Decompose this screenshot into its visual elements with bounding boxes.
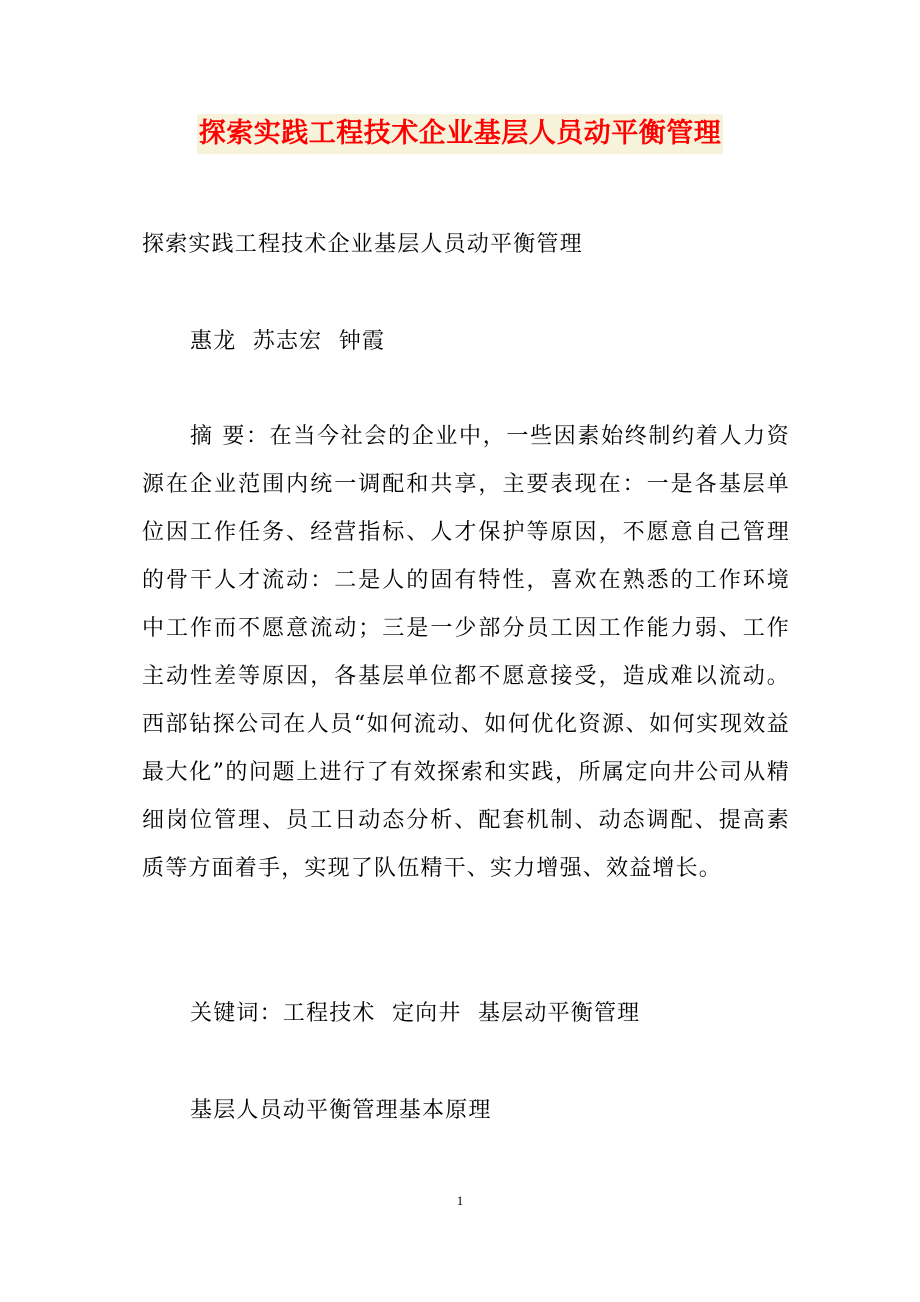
- section-heading: 基层人员动平衡管理基本原理: [190, 1098, 492, 1123]
- authors-line: 惠龙 苏志宏 钟霞: [190, 329, 386, 354]
- keywords-line: 关键词：工程技术 定向井 基层动平衡管理: [190, 1001, 641, 1026]
- page-number: 1: [456, 1193, 464, 1208]
- title-container: [0, 114, 920, 154]
- article-title: 探索实践工程技术企业基层人员动平衡管理: [142, 232, 583, 257]
- document-title: 探索实践工程技术企业基层人员动平衡管理: [197, 114, 724, 154]
- abstract-paragraph: 摘 要：在当今社会的企业中，一些因素始终制约着人力资源在企业范围内统一调配和共享，主要表现在：一是各基层单位因工作任务、经营指标、人才保护等原因，不愿意自己管理的骨干人才流动：二是人的固有特性，喜欢在熟悉的工作环境中工作而不愿意流动；三是一少部分员工因工作能力弱、工作主动性差等原因，各基层单位都不愿意接受，造成难以流动。西部钻探公司在人员“如何流动、如何优化资源、如何实现效益最大化”的问题上进行了有效探索和实践，所属定向井公司从精细岗位管理、员工日动态分析、配套机制、动态调配、提高素质等方面着手，实现了队伍精干、实力增强、效益增长。: [142, 424, 790, 881]
